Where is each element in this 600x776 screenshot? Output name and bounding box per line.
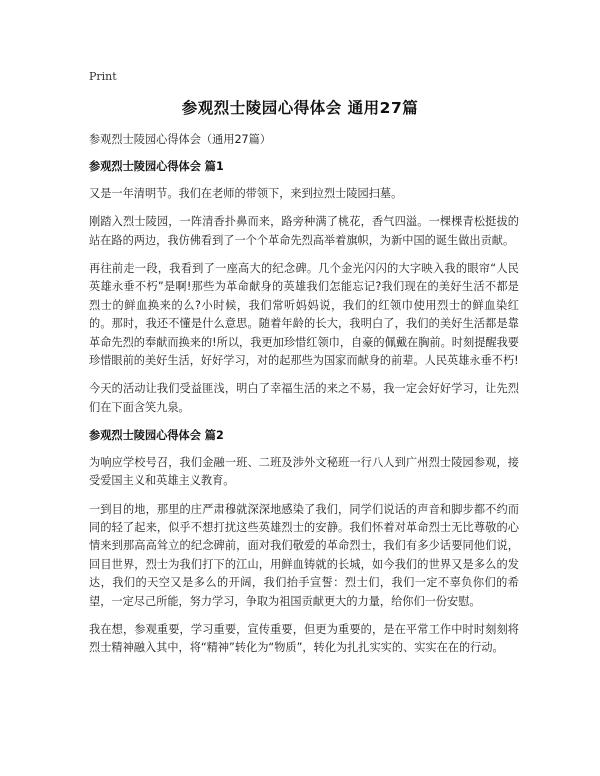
section-heading: 参观烈士陵园心得体会 篇1 bbox=[89, 160, 224, 174]
section-heading: 参观烈士陵园心得体会 篇2 bbox=[89, 429, 224, 443]
section-2 bbox=[89, 427, 519, 657]
section-1 bbox=[89, 158, 519, 417]
paragraph: 再往前走一段，我看到了一座高大的纪念碑。几个金光闪闪的大字映入我的眼帘“人民英雄永垂不朽”是啊!那些为革命献身的英雄我们怎能忘记?我们现在的美好生活不都是烈士的鲜血换来的么?小时候，我们常听妈妈说，我们的红领巾使用烈士的鲜血染红的。那时，我还不懂是什么意思。随着年龄的长大，我明白了，我们的美好生活都是靠革命先烈的奉献而换来的!所以，我更加珍惜红领巾，自豪的佩戴在胸前。时刻提醒我要珍惜眼前的美好生活，好好学习，对的起那些为国家而献身的前辈。人民英雄永垂不朽! bbox=[89, 262, 519, 368]
paragraph: 又是一年清明节。我们在老师的带领下，来到拉烈士陵园扫墓。 bbox=[89, 186, 403, 200]
paragraph: 今天的活动让我们受益匪浅，明白了幸福生活的来之不易，我一定会好好学习，让先烈们在下面含笑九泉。 bbox=[89, 382, 519, 414]
paragraph: 刚踏入烈士陵园，一阵清香扑鼻而来，路旁种满了桃花，香气四溢。一棵棵青松挺拔的站在路的两边，我仿佛看到了一个个革命先烈高举着旗帜，为新中国的诞生做出贡献。 bbox=[89, 215, 519, 247]
print-label: Print bbox=[89, 70, 117, 83]
document-subtitle: 参观烈士陵园心得体会（通用27篇） bbox=[89, 133, 272, 146]
document-body bbox=[89, 131, 519, 668]
paragraph: 我在想，参观重要，学习重要，宣传重要，但更为重要的，是在平常工作中时时刻刻将烈士精神融入其中，将“精神”转化为“物质”，转化为扎扎实实的、实实在在的行动。 bbox=[89, 622, 519, 655]
paragraph: 一到目的地，那里的庄严肃穆就深深地感染了我们，同学们说话的声音和脚步都不约而同的轻了起来，似乎不想打扰这些英雄烈士的安静。我们怀着对革命烈士无比尊敬的心情来到那高高耸立的纪念碑前，面对我们敬爱的革命烈士，我们有多少话要同他们说，回目世界，烈士为我们打下的江山，用鲜血铸就的长城，如今我们的世界又是多么的发达，我们的天空又是多么的开阔，我们抬手宣誓：烈士们，我们一定不辜负你们的希望，一定尽己所能，努力学习，争取为祖国贡献更大的力量，给你们一份安慰。 bbox=[89, 502, 519, 608]
paragraph: 为响应学校号召，我们金融一班、二班及涉外文秘班一行八人到广州烈士陵园参观，接受爱国主义和英雄主义教育。 bbox=[89, 455, 519, 488]
page-title: 参观烈士陵园心得体会 通用27篇 bbox=[181, 99, 419, 117]
